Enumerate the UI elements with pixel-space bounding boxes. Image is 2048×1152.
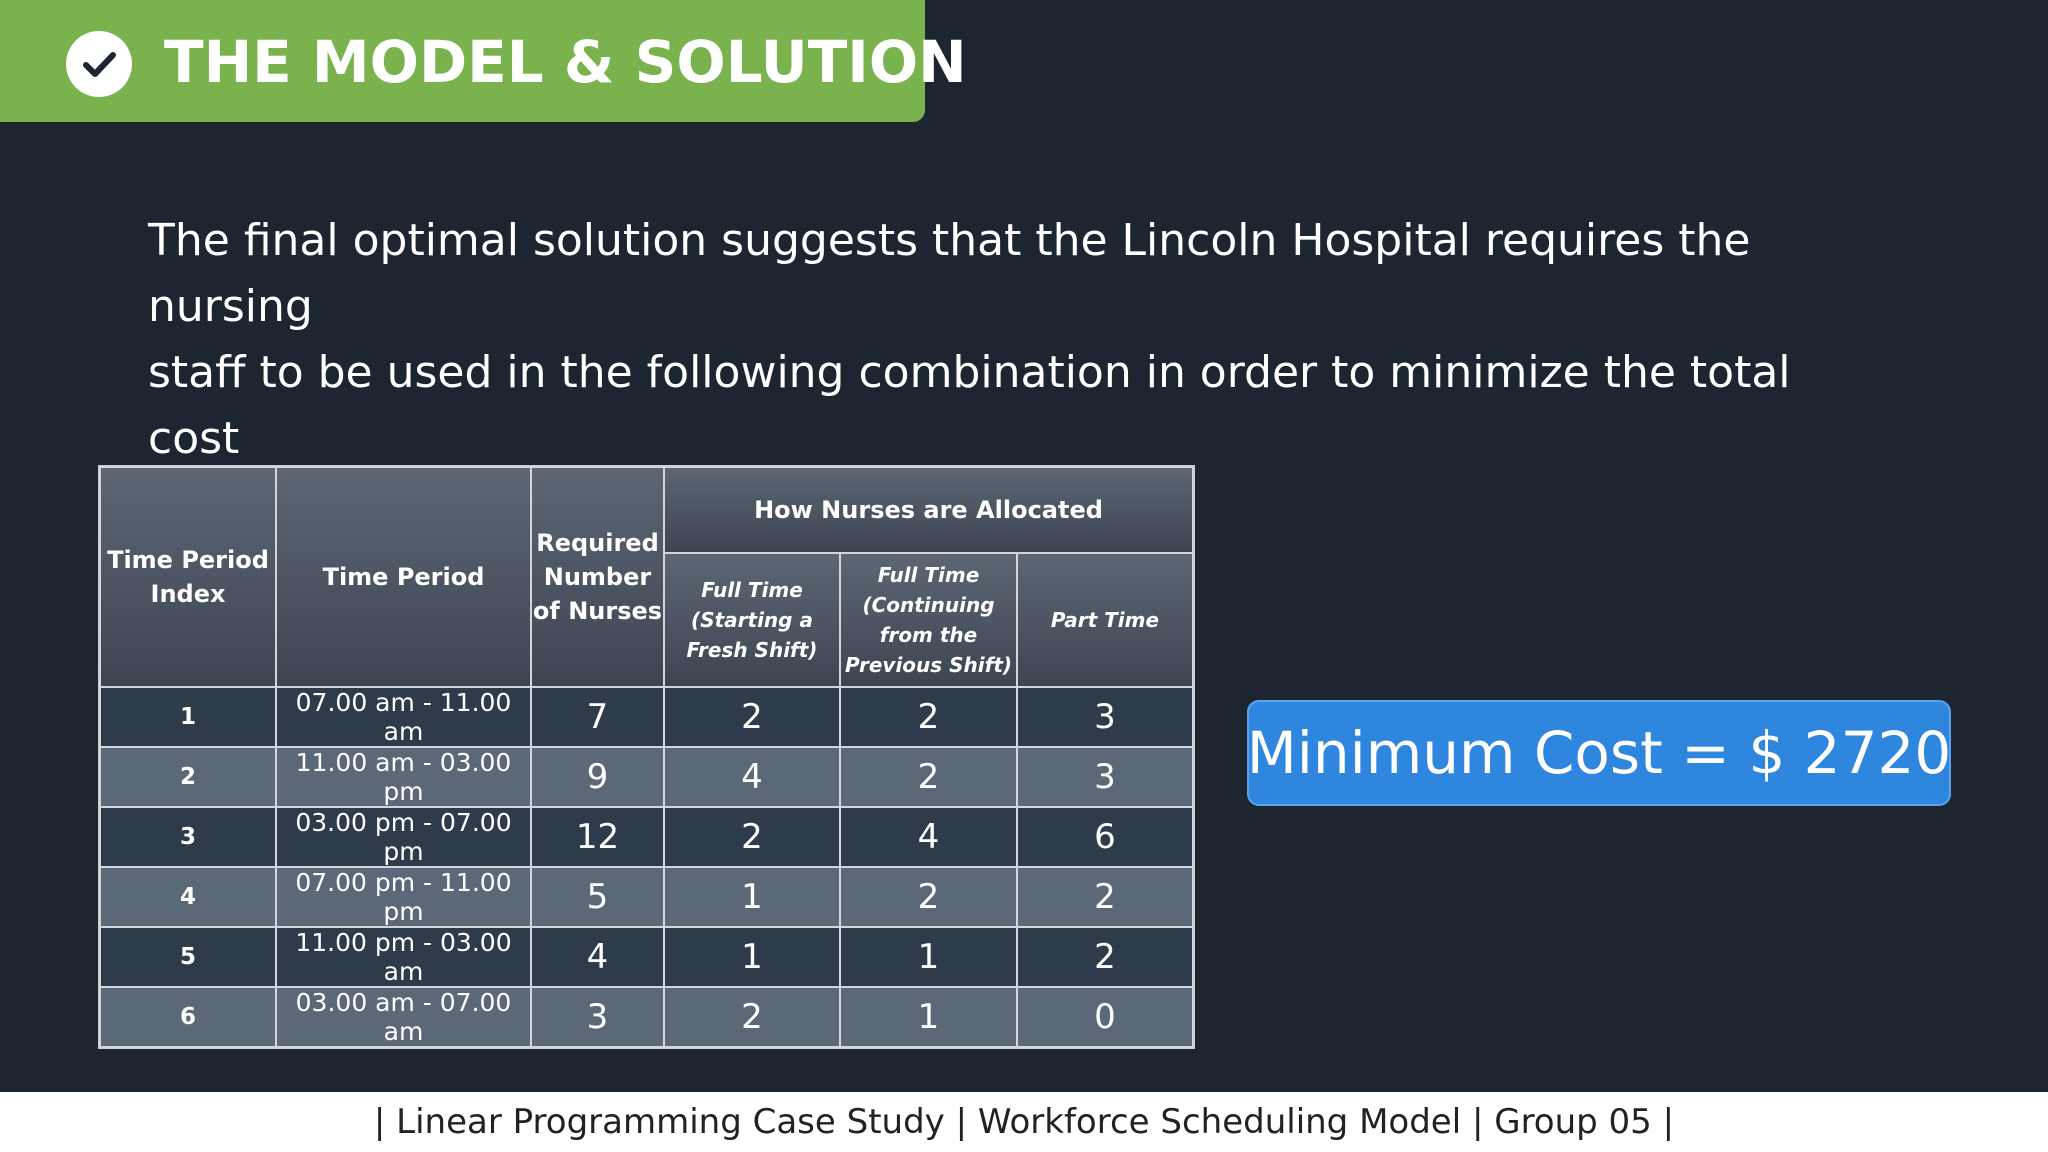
cell-full-continuing: 2 <box>840 687 1017 747</box>
cell-part-time: 3 <box>1017 747 1193 807</box>
intro-line: staff to be used in the following combination in order to minimize the total cost <box>148 347 1791 464</box>
minimum-cost-callout <box>1247 700 1951 806</box>
cell-full-continuing: 2 <box>840 867 1017 927</box>
cell-part-time: 2 <box>1017 867 1193 927</box>
table-row <box>100 687 1193 747</box>
cell-full-continuing: 1 <box>840 987 1017 1047</box>
footer-text: | Linear Programming Case Study | Workforce Scheduling Model | Group 05 | <box>373 1102 1675 1142</box>
table-row <box>100 867 1193 927</box>
cell-required: 3 <box>531 987 664 1047</box>
header-time-period-index: Time Period Index <box>100 467 276 687</box>
table-row <box>100 927 1193 987</box>
footer-bar <box>0 1092 2048 1152</box>
cell-full-fresh: 2 <box>664 987 840 1047</box>
cell-period: 07.00 pm - 11.00 pm <box>276 867 531 927</box>
cell-required: 12 <box>531 807 664 867</box>
cell-index: 3 <box>100 807 276 867</box>
cell-full-fresh: 2 <box>664 687 840 747</box>
cell-period: 11.00 am - 03.00 pm <box>276 747 531 807</box>
cell-full-fresh: 2 <box>664 807 840 867</box>
cell-full-fresh: 4 <box>664 747 840 807</box>
cell-index: 6 <box>100 987 276 1047</box>
header-time-period: Time Period <box>276 467 531 687</box>
header-full-time-fresh: Full Time (Starting a Fresh Shift) <box>664 553 840 687</box>
header-full-time-continuing: Full Time (Continuing from the Previous Shift) <box>840 553 1017 687</box>
cell-period: 07.00 am - 11.00 am <box>276 687 531 747</box>
cell-index: 2 <box>100 747 276 807</box>
slide-title: THE MODEL & SOLUTION <box>164 28 967 96</box>
cell-index: 1 <box>100 687 276 747</box>
table-row <box>100 987 1193 1047</box>
allocation-table <box>99 466 1194 1048</box>
cell-full-continuing: 4 <box>840 807 1017 867</box>
cell-full-continuing: 1 <box>840 927 1017 987</box>
cell-part-time: 3 <box>1017 687 1193 747</box>
cell-required: 9 <box>531 747 664 807</box>
header-required-nurses: Required Number of Nurses <box>531 467 664 687</box>
cell-part-time: 2 <box>1017 927 1193 987</box>
header-how-nurses-allocated: How Nurses are Allocated <box>664 467 1193 553</box>
cell-full-fresh: 1 <box>664 927 840 987</box>
cell-index: 4 <box>100 867 276 927</box>
check-circle-icon <box>66 31 132 97</box>
title-banner <box>0 0 967 122</box>
cell-required: 5 <box>531 867 664 927</box>
cell-part-time: 6 <box>1017 807 1193 867</box>
cell-full-continuing: 2 <box>840 747 1017 807</box>
intro-line: The final optimal solution suggests that the Lincoln Hospital requires the nursing <box>148 215 1751 332</box>
cell-full-fresh: 1 <box>664 867 840 927</box>
header-part-time: Part Time <box>1017 553 1193 687</box>
cell-period: 03.00 am - 07.00 am <box>276 987 531 1047</box>
cell-part-time: 0 <box>1017 987 1193 1047</box>
table-row <box>100 747 1193 807</box>
cell-index: 5 <box>100 927 276 987</box>
cell-required: 7 <box>531 687 664 747</box>
cell-period: 03.00 pm - 07.00 pm <box>276 807 531 867</box>
minimum-cost-text: Minimum Cost = $ 2720 <box>1246 719 1952 787</box>
table-row <box>100 807 1193 867</box>
cell-period: 11.00 pm - 03.00 am <box>276 927 531 987</box>
cell-required: 4 <box>531 927 664 987</box>
